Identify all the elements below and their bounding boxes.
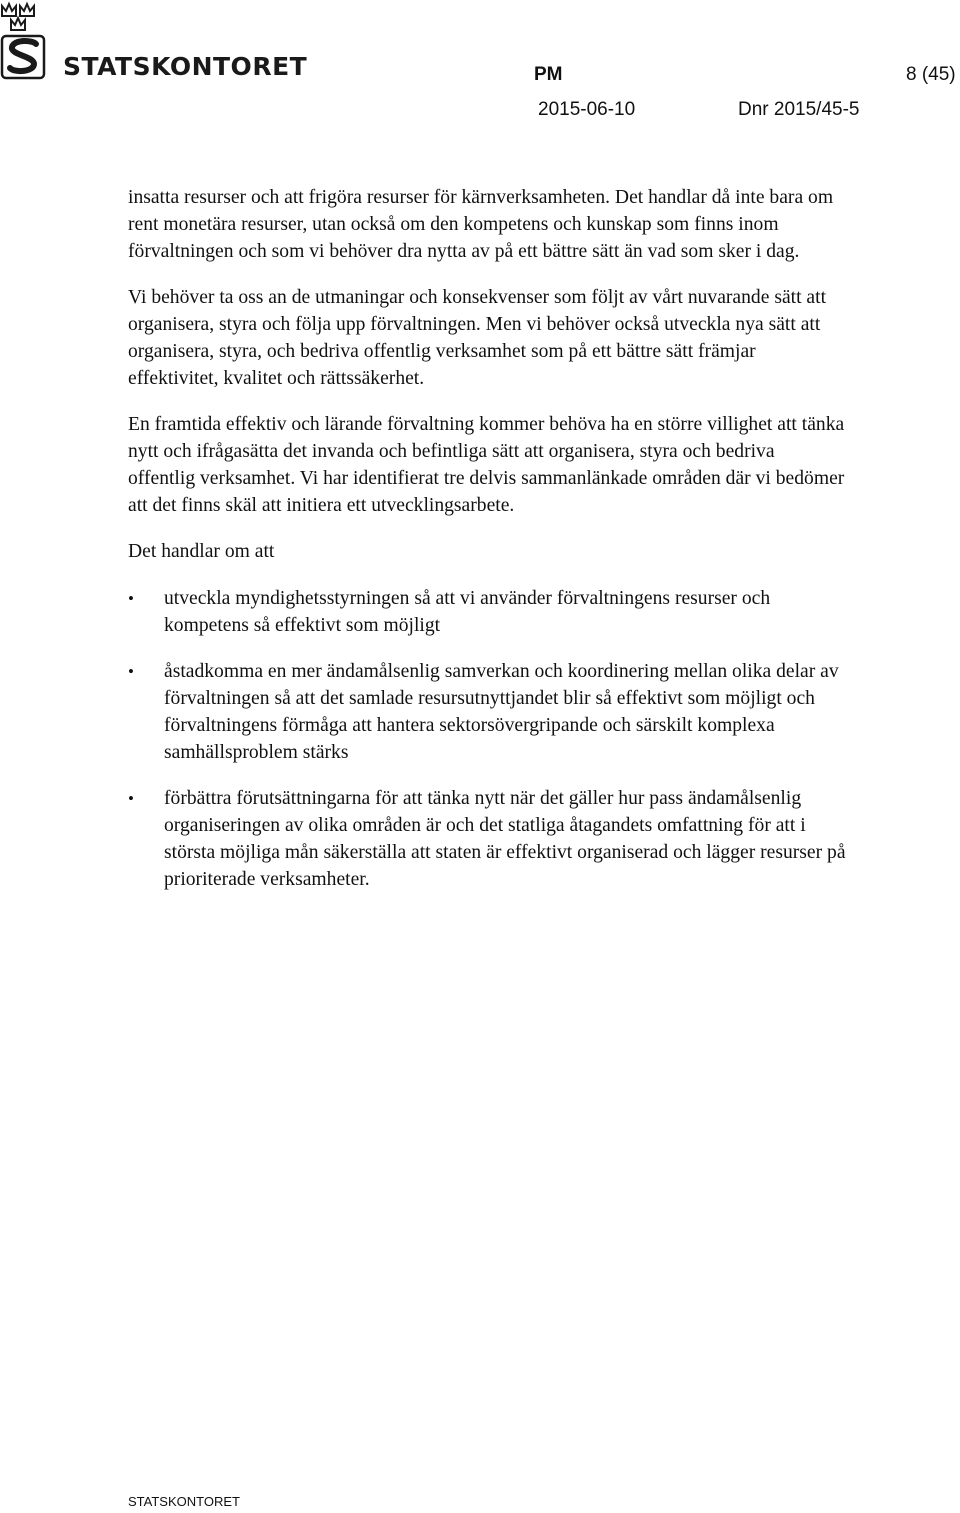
body-paragraph: insatta resurser och att frigöra resurser för kärnverksamheten. Det handlar då inte bara om rent monetära resurser, utan också om den kompetens och kunskap som finns inom förvaltningen och som vi behöver dra nytta av på ett bättre sätt än vad som sker i dag. (128, 187, 834, 262)
bullet-icon: • (128, 662, 134, 681)
bullet-list (128, 585, 846, 893)
list-item-text: utveckla myndighetsstyrningen så att vi använder förvaltningens resurser och kompetens så effektivt som möjligt (164, 588, 771, 636)
crowns-s-emblem-icon (0, 0, 60, 82)
list-item (128, 658, 846, 766)
bullet-icon: • (128, 789, 134, 808)
body-paragraph: Vi behöver ta oss an de utmaningar och konsekvenser som följt av vårt nuvarande sätt att organisera, styra och följa upp förvaltningen. Men vi behöver också utveckla nya sätt att organisera, styra, och bedriva offentlig verksamhet som på ett bättre sätt främjar effektivitet, kvalitet och rättssäkerhet. (128, 287, 827, 389)
page-number: 8 (45) (906, 64, 956, 85)
list-item-text: åstadkomma en mer ändamålsenlig samverkan och koordinering mellan olika delar av förvaltningen så att det samlade resursutnyttjandet blir så effektivt som möjligt och förvaltningens förmåga att hantera sektorsövergripande och särskilt komplexa samhällsproblem stärks (164, 661, 839, 763)
list-item-text: förbättra förutsättningarna för att tänka nytt när det gäller hur pass ändamålsenlig organiseringen av olika områden är och det statliga åtagandets omfattning för att i största möjliga mån säkerställa att staten är effektivt organiserad och lägger resurser på prioriterade verksamheter. (164, 788, 846, 890)
list-item (128, 585, 846, 639)
brand-wordmark: STATSKONTORET (63, 52, 308, 81)
footer-text: STATSKONTORET (128, 1494, 240, 1509)
statskontoret-logo (0, 0, 308, 90)
list-item (128, 785, 846, 893)
bullet-icon: • (128, 589, 134, 608)
document-body (128, 184, 846, 912)
list-intro: Det handlar om att (128, 541, 275, 562)
document-date: 2015-06-10 (538, 99, 636, 120)
document-type: PM (534, 64, 563, 85)
document-dnr: Dnr 2015/45-5 (738, 99, 860, 120)
body-paragraph: En framtida effektiv och lärande förvaltning kommer behöva ha en större villighet att tänka nytt och ifrågasätta det invanda och befintliga sätt att organisera, styra och bedriva offentlig verksamhet. Vi har identifierat tre delvis sammanlänkade områden där vi bedömer att det finns skäl att initiera ett utvecklingsarbete. (128, 414, 845, 516)
